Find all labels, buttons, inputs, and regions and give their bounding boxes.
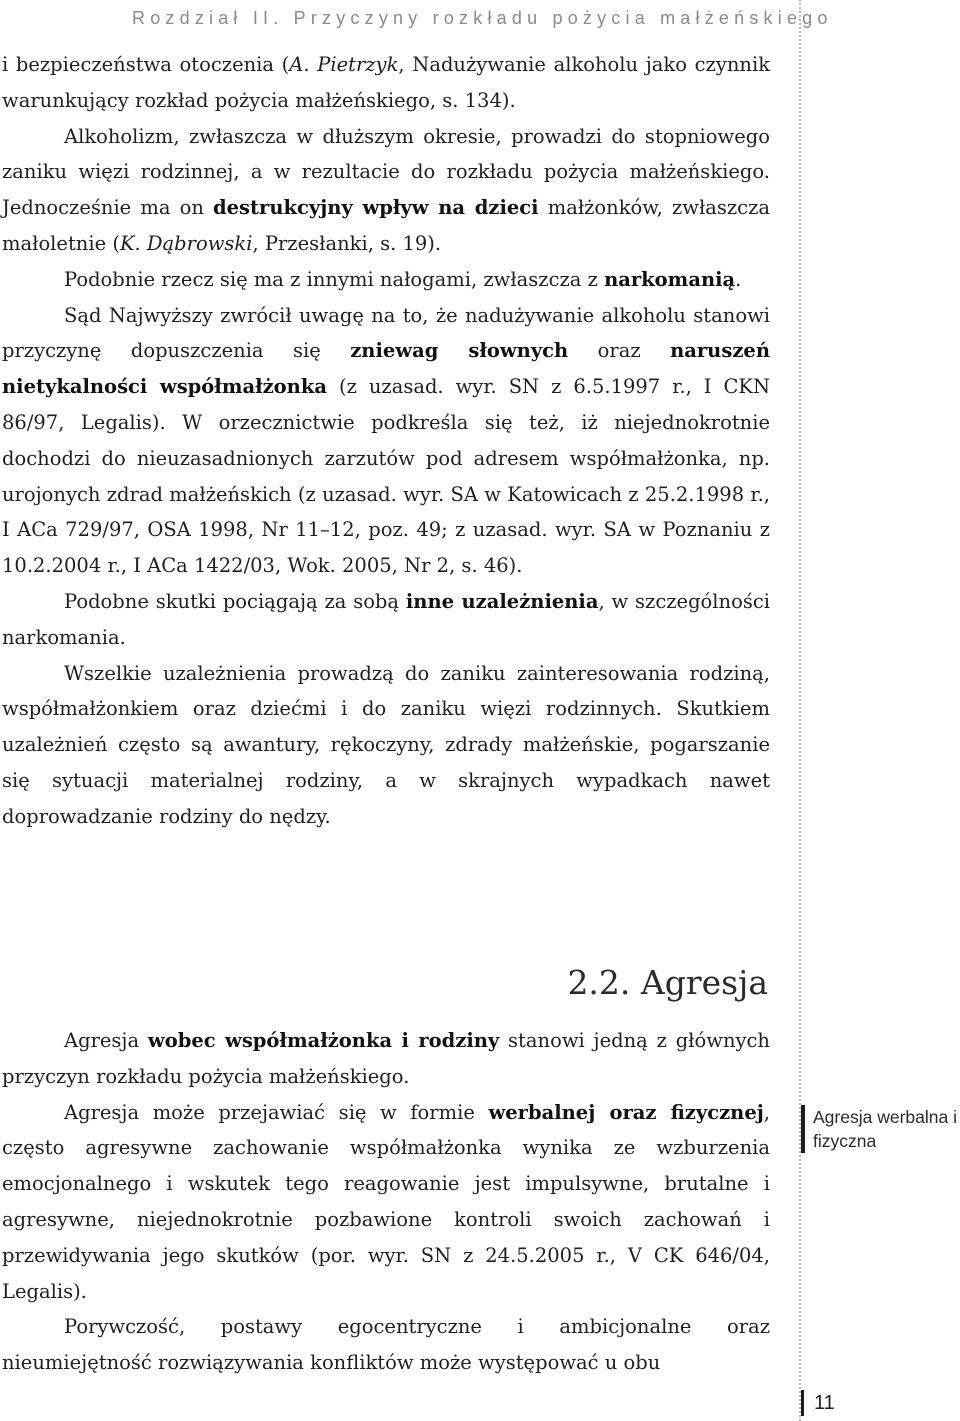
emphasis: zniewag słownych [350,339,569,363]
emphasis: wobec współmałżonka i rodziny [147,1029,500,1052]
emphasis: naruszeń nietykalności współmałżonka [2,339,770,399]
body-text-upper [2,47,770,835]
paragraph [2,262,770,298]
text-run: Alkoholizm, zwłaszcza w dłuższym okresie, prowadzi do stopniowego zaniku więzi rodzinnej, a w rezultacie do rozkładu pożycia małżeńskiego. Jednocześnie ma on [2,124,770,220]
text-run: Podobnie rzecz się ma z innymi nałogami, zwłaszcza z [64,267,605,291]
emphasis: inne uzależnienia [405,589,599,613]
paragraph [2,584,770,656]
text-run: , w szczególności narkomania. [2,589,770,649]
author-name: K. Dąbrowski [119,231,253,255]
section-heading: 2.2. Agresja [567,963,768,1002]
emphasis: narkomanią [604,267,736,291]
text-run: , często agresywne zachowanie współmałżonka wynika ze wzburzenia emocjonalnego i wskutek tego reagowanie jest impulsywne, brutalne i agresywne, niejednokrotnie pozbawione kontroli swoich zachowań i przewidywania jego skutków (por. wyr. SN z 24.5.2005 r., V CK 646/04, Legalis). [2,1100,770,1303]
page-number: 11 [801,1390,854,1416]
text-run: oraz [568,339,671,363]
text-run: stanowi jedną z głównych przyczyn rozkładu pożycia małżeńskiego. [2,1029,770,1088]
body-text-lower [2,1023,770,1381]
text-run: małżonków, zwłaszcza małoletnie ( [2,196,771,255]
emphasis: werbalnej oraz fizycznej [488,1100,764,1124]
paragraph: Wszelkie uzależnienia prowadzą do zaniku zainteresowania rodziną, współmałżonkiem oraz dziećmi i do zaniku więzi rodzinnych. Skutkiem uzależnień często są awantury, rękoczyny, zdrady małżeńskie, pogarszanie się sytuacji materialnej rodziny, a w skrajnych wypadkach nawet doprowadzanie rodziny do nędzy. [2,661,770,828]
paragraph [2,298,770,584]
text-run: Agresja [64,1029,148,1052]
paragraph: Porywczość, postawy egocentryczne i ambicjonalne oraz nieumiejętność rozwiązywania konfliktów może występować u obu [2,1315,770,1375]
text-run: (z uzasad. wyr. SN z 6.5.1997 r., I CKN 86/97, Legalis). W orzecznictwie podkreśla się też, iż niejednokrotnie dochodzi do nieuzasadnionych zarzutów pod adresem współmałżonka, np. urojonych zdrad małżeńskich (z uzasad. wyr. SA w Katowicach z 25.2.1998 r., I ACa 729/97, OSA 1998, Nr 11–12, poz. 49; z uzasad. wyr. SA w Poznaniu z 10.2.2004 r., I ACa 1422/03, Wok. 2005, Nr 2, s. 46). [2,375,771,578]
paragraph [2,119,770,262]
margin-divider [799,0,801,1421]
author-name: A. Pietrzyk [289,53,399,76]
text-run: , Nadużywanie alkoholu jako czynnik warunkujący rozkład pożycia małżeńskiego, s. 134). [2,53,771,112]
running-header: Rozdział II. Przyczyny rozkładu pożycia małżeńskiego [132,8,833,28]
text-run: Sąd Najwyższy zwrócił uwagę na to, że nadużywanie alkoholu stanowi przyczynę dopuszczenia się [2,303,770,363]
paragraph [2,47,770,119]
margin-note: Agresja werbalna i fizyczna [801,1105,960,1153]
paragraph [2,1095,770,1310]
emphasis: destrukcyjny wpływ na dzieci [213,196,539,220]
text-run: . [735,267,742,291]
text-run: , Przesłanki, s. 19). [252,231,442,255]
text-run: i bezpieczeństwa otoczenia ( [2,53,290,76]
paragraph [2,1023,770,1095]
text-run: Podobne skutki pociągają za sobą [64,589,406,613]
text-run: Agresja może przejawiać się w formie [64,1100,489,1124]
